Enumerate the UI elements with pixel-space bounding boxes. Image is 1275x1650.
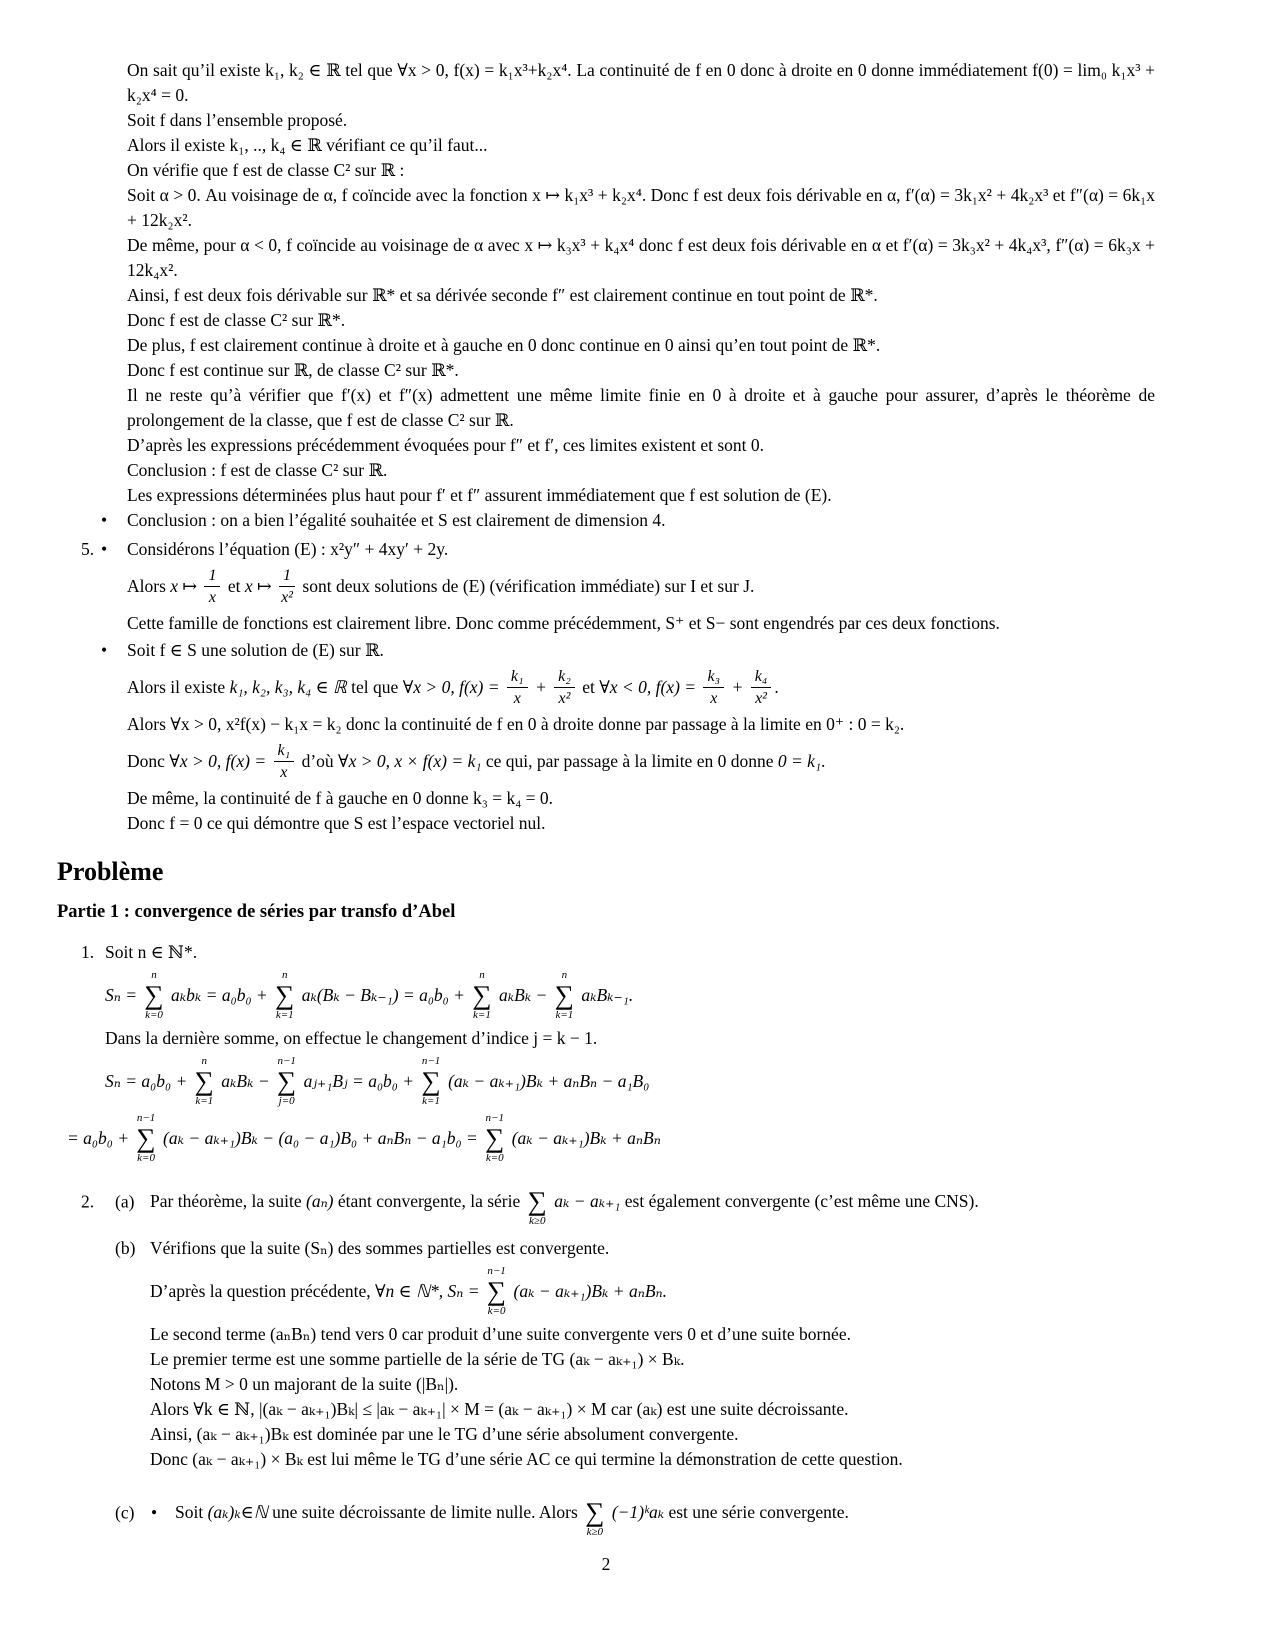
sum-symbol: n ∑ k=1 xyxy=(194,1055,214,1107)
math-run: ∀x < 0, f(x) = xyxy=(599,677,701,697)
equation-line xyxy=(57,1175,1155,1228)
text-run: sont deux solutions de (E) (vérification immédiate) sur I et sur J. xyxy=(298,576,755,596)
equation-line xyxy=(57,1055,1155,1108)
text-content: Ainsi, f est deux fois dérivable sur ℝ* et sa dérivée seconde f″ est clairement continue en tout point de ℝ*. xyxy=(127,285,878,305)
equation-line xyxy=(57,566,1155,607)
list-marker: • xyxy=(101,510,108,530)
math-run: ∀x > 0, f(x) = xyxy=(402,677,504,697)
fraction: $\frac{1}{\text{x²}}$ xyxy=(279,566,295,607)
math-run: + xyxy=(727,677,748,697)
section-title: Problème xyxy=(57,857,164,886)
text-content: Donc f = 0 ce qui démontre que S est l’espace vectoriel nul. xyxy=(127,813,546,833)
equation-line xyxy=(57,1265,1155,1318)
sum-symbol: n−1 ∑ j=0 xyxy=(277,1055,297,1107)
math-run: aₖbₖ = a₀b₀ + xyxy=(166,985,273,1005)
equation-line xyxy=(57,741,1155,782)
paragraph xyxy=(57,158,1155,183)
paragraph xyxy=(57,58,1155,108)
sum-symbol: ∑ k≥0 xyxy=(527,1186,547,1227)
text-content: Vérifions que la suite (Sₙ) des sommes partielles est convergente. xyxy=(150,1238,610,1258)
sum-symbol: n ∑ k=1 xyxy=(275,969,295,1021)
paragraph xyxy=(57,433,1155,458)
text-content: Donc f est de classe C² sur ℝ*. xyxy=(127,310,346,330)
paragraph xyxy=(57,1372,1155,1397)
text-run: Soit xyxy=(175,1502,208,1522)
text-content: Donc (aₖ − aₖ₊₁) × Bₖ est lui même le TG d’une série AC ce qui termine la démonstration de cette question. xyxy=(150,1449,903,1469)
math-run: aₖBₖ − xyxy=(494,985,552,1005)
text-content: Considérons l’équation (E) : x²y″ + 4xy′ + 2y. xyxy=(127,539,449,559)
paragraph xyxy=(57,358,1155,383)
equation-line xyxy=(57,969,1155,1022)
sum-symbol: n ∑ k=0 xyxy=(144,969,164,1021)
paragraph xyxy=(57,712,1155,737)
list-marker: • xyxy=(151,1502,158,1522)
text-run: est une série convergente. xyxy=(664,1502,849,1522)
math-run: aₖ − aₖ₊₁ xyxy=(549,1191,621,1211)
fraction: $\frac{\text{k₃}}{x}$ xyxy=(703,667,724,708)
paragraph xyxy=(57,1347,1155,1372)
text-run: Alors xyxy=(127,576,171,596)
paragraph xyxy=(57,233,1155,283)
math-run: aⱼ₊₁Bⱼ = a₀b₀ + xyxy=(299,1071,419,1091)
text-content: Conclusion : f est de classe C² sur ℝ. xyxy=(127,460,388,480)
fraction: $\frac{\text{k₂}}{\text{x²}}$ xyxy=(554,667,575,708)
text-content: On sait qu’il existe k₁, k₂ ∈ ℝ tel que ∀x > 0, f(x) = k₁x³+k₂x⁴. La continuité de f en 0 donc à droite en 0 donne immédiatement f(0) = lim₀ k₁x³ + k₂x⁴ = 0. xyxy=(127,60,1155,105)
text-content: Alors il existe k₁, .., k₄ ∈ ℝ vérifiant ce qu’il faut... xyxy=(127,135,488,155)
text-content xyxy=(127,741,1155,782)
text-run: Donc xyxy=(127,751,170,771)
text-run: une suite décroissante de limite nulle. Alors xyxy=(267,1502,583,1522)
equation-line xyxy=(57,1486,1155,1539)
text-content xyxy=(127,566,1155,607)
text-content: Conclusion : on a bien l’égalité souhaitée et S est clairement de dimension 4. xyxy=(127,510,666,530)
paragraph xyxy=(57,638,1155,663)
text-content xyxy=(127,667,1155,708)
text-content: Soit f ∈ S une solution de (E) sur ℝ. xyxy=(127,640,384,660)
paragraph xyxy=(57,1236,1155,1261)
math-run: aₖBₖ₋₁. xyxy=(576,985,634,1005)
text-content: Soit n ∈ ℕ*. xyxy=(105,942,198,962)
math-run: (−1)ᵏaₖ xyxy=(607,1502,665,1522)
math-run: (aₖ − aₖ₊₁)Bₖ + aₙBₙ. xyxy=(509,1281,667,1301)
paragraph xyxy=(57,108,1155,133)
subsection-title: Partie 1 : convergence de séries par transfo d’Abel xyxy=(57,902,456,922)
paragraph xyxy=(57,283,1155,308)
text-content: Il ne reste qu’à vérifier que f′(x) et f″(x) admettent une même limite finie en 0 à droite et à gauche pour assurer, d’après le théorème de prolongement de la classe, que f est de classe C² sur ℝ. xyxy=(127,385,1155,430)
math-run: aₖBₖ − xyxy=(216,1071,275,1091)
text-content: D’après les expressions précédemment évoquées pour f″ et f′, ces limites existent et sont 0. xyxy=(127,435,765,455)
text-run: Alors il existe xyxy=(127,677,230,697)
math-run: x ↦ xyxy=(170,576,202,596)
sum-symbol: n ∑ k=1 xyxy=(472,969,492,1021)
sum-symbol: n−1 ∑ k=1 xyxy=(421,1055,441,1107)
text-run: tel que xyxy=(346,677,403,697)
text-content: Alors ∀x > 0, x²f(x) − k₁x = k₂ donc la continuité de f en 0 à droite donne par passage à la limite en 0⁺ : 0 = k₂. xyxy=(127,714,905,734)
math-run: 0 = k₁ xyxy=(777,751,822,771)
text-content: On vérifie que f est de classe C² sur ℝ : xyxy=(127,160,405,180)
text-run: . xyxy=(821,751,826,771)
list-marker: (a) xyxy=(115,1191,135,1211)
list-marker: (c) xyxy=(115,1502,135,1522)
document-content xyxy=(57,58,1155,1539)
text-content: Donc f est continue sur ℝ, de classe C² sur ℝ*. xyxy=(127,360,459,380)
fraction: $\frac{\text{k₄}}{\text{x²}}$ xyxy=(751,667,772,708)
paragraph xyxy=(57,1397,1155,1422)
math-run: (aₙ) xyxy=(306,1191,334,1211)
paragraph xyxy=(57,183,1155,233)
sum-symbol: n−1 ∑ k=0 xyxy=(485,1112,505,1164)
sum-symbol: n ∑ k=1 xyxy=(554,969,574,1021)
list-marker: (b) xyxy=(115,1238,136,1258)
text-run: est également convergente (c’est même une CNS). xyxy=(620,1191,979,1211)
paragraph xyxy=(57,786,1155,811)
text-run: d’où xyxy=(297,751,339,771)
math-run: k₁, k₂, k₃, k₄ ∈ ℝ xyxy=(229,677,347,697)
text-run: ce qui, par passage à la limite en 0 donne xyxy=(481,751,778,771)
text-run: et xyxy=(577,677,600,697)
text-content: Soit α > 0. Au voisinage de α, f coïncide avec la fonction x ↦ k₁x³ + k₂x⁴. Donc f est deux fois dérivable en α, f′(α) = 3k₁x² + 4k₂x³ et f″(α) = 6k₁x + 12k₂x². xyxy=(127,185,1155,230)
paragraph xyxy=(57,483,1155,508)
text-content: Alors ∀k ∈ ℕ, |(aₖ − aₖ₊₁)Bₖ| ≤ |aₖ − aₖ₊₁| × M = (aₖ − aₖ₊₁) × M car (aₖ) est une suite décroissante. xyxy=(150,1399,849,1419)
text-content: De même, pour α < 0, f coïncide au voisinage de α avec x ↦ k₃x³ + k₄x⁴ donc f est deux fois dérivable en α et f′(α) = 3k₃x² + 4k₄x³, f″(α) = 6k₃x + 12k₄x². xyxy=(127,235,1155,280)
paragraph xyxy=(57,133,1155,158)
math-run: (aₖ − aₖ₊₁)Bₖ + aₙBₙ − a₁B₀ xyxy=(443,1071,650,1091)
paragraph xyxy=(57,458,1155,483)
list-marker: • xyxy=(101,539,108,559)
text-content: Notons M > 0 un majorant de la suite (|Bₙ|). xyxy=(150,1374,459,1394)
text-run: et xyxy=(223,576,245,596)
text-run: Par théorème, la suite xyxy=(150,1191,306,1211)
text-run: D’après la question précédente, xyxy=(150,1281,375,1301)
paragraph xyxy=(57,811,1155,836)
paragraph xyxy=(57,1447,1155,1472)
text-content xyxy=(105,969,1155,1022)
fraction: $\frac{1}{x}$ xyxy=(204,566,220,607)
fraction: $\frac{\text{k₁}}{x}$ xyxy=(274,741,295,782)
equation-line xyxy=(57,1112,1155,1165)
text-content xyxy=(150,1175,1155,1228)
text-content xyxy=(175,1486,1155,1539)
text-content: Le second terme (aₙBₙ) tend vers 0 car produit d’une suite convergente vers 0 et d’une suite bornée. xyxy=(150,1324,851,1344)
math-run: aₖ(Bₖ − Bₖ₋₁) = a₀b₀ + xyxy=(297,985,470,1005)
text-content xyxy=(67,1112,1155,1165)
paragraph xyxy=(57,333,1155,358)
paragraph xyxy=(57,940,1155,965)
sum-symbol: n−1 ∑ k=0 xyxy=(136,1112,156,1164)
text-content: Ainsi, (aₖ − aₖ₊₁)Bₖ est dominée par une le TG d’une série absolument convergente. xyxy=(150,1424,739,1444)
math-run: (aₖ)ₖ∈ℕ xyxy=(207,1502,268,1522)
page-number: 2 xyxy=(601,1554,611,1574)
list-marker: 1. xyxy=(81,942,95,962)
text-content: Le premier terme est une somme partielle de la série de TG (aₖ − aₖ₊₁) × Bₖ. xyxy=(150,1349,685,1369)
text-content xyxy=(105,1055,1155,1108)
text-content xyxy=(150,1265,1155,1318)
fraction: $\frac{\text{k₁}}{x}$ xyxy=(507,667,528,708)
paragraph xyxy=(57,537,1155,562)
math-run: (aₖ − aₖ₊₁)Bₖ + aₙBₙ xyxy=(507,1128,661,1148)
paragraph xyxy=(57,1026,1155,1051)
paragraph xyxy=(57,1322,1155,1347)
math-run: ∀x > 0, f(x) = xyxy=(169,751,271,771)
text-content: De même, la continuité de f à gauche en 0 donne k₃ = k₄ = 0. xyxy=(127,788,554,808)
math-run: (aₖ − aₖ₊₁)Bₖ − (a₀ − a₁)B₀ + aₙBₙ − a₁b₀ = xyxy=(158,1128,483,1148)
list-marker: • xyxy=(101,640,108,660)
paragraph xyxy=(57,508,1155,533)
text-content: Cette famille de fonctions est clairement libre. Donc comme précédemment, S⁺ et S− sont engendrés par ces deux fonctions. xyxy=(127,613,1000,633)
text-content: De plus, f est clairement continue à droite et à gauche en 0 donc continue en 0 ainsi qu’en tout point de ℝ*. xyxy=(127,335,881,355)
math-run: + xyxy=(530,677,552,697)
math-run: = a₀b₀ + xyxy=(67,1128,134,1148)
text-run: étant convergente, la série xyxy=(333,1191,525,1211)
list-marker: 2. xyxy=(81,1191,95,1211)
math-run: ∀n ∈ ℕ*, Sₙ = xyxy=(374,1281,484,1301)
paragraph xyxy=(57,308,1155,333)
text-run: . xyxy=(774,677,779,697)
paragraph xyxy=(57,1422,1155,1447)
equation-line xyxy=(57,667,1155,708)
sum-symbol: ∑ k≥0 xyxy=(585,1497,605,1538)
paragraph xyxy=(57,611,1155,636)
page-footer xyxy=(57,1552,1155,1577)
math-run: Sₙ = a₀b₀ + xyxy=(105,1071,192,1091)
math-run: Sₙ = xyxy=(105,985,142,1005)
sum-symbol: n−1 ∑ k=0 xyxy=(486,1265,507,1317)
math-run: x ↦ xyxy=(244,576,277,596)
text-content: Dans la dernière somme, on effectue le changement d’indice j = k − 1. xyxy=(105,1028,598,1048)
math-run: ∀x > 0, x × f(x) = k₁ xyxy=(338,751,482,771)
paragraph xyxy=(57,383,1155,433)
text-content: Les expressions déterminées plus haut pour f′ et f″ assurent immédiatement que f est solution de (E). xyxy=(127,485,832,505)
list-marker: 5. xyxy=(81,539,95,559)
text-content: Soit f dans l’ensemble proposé. xyxy=(127,110,348,130)
